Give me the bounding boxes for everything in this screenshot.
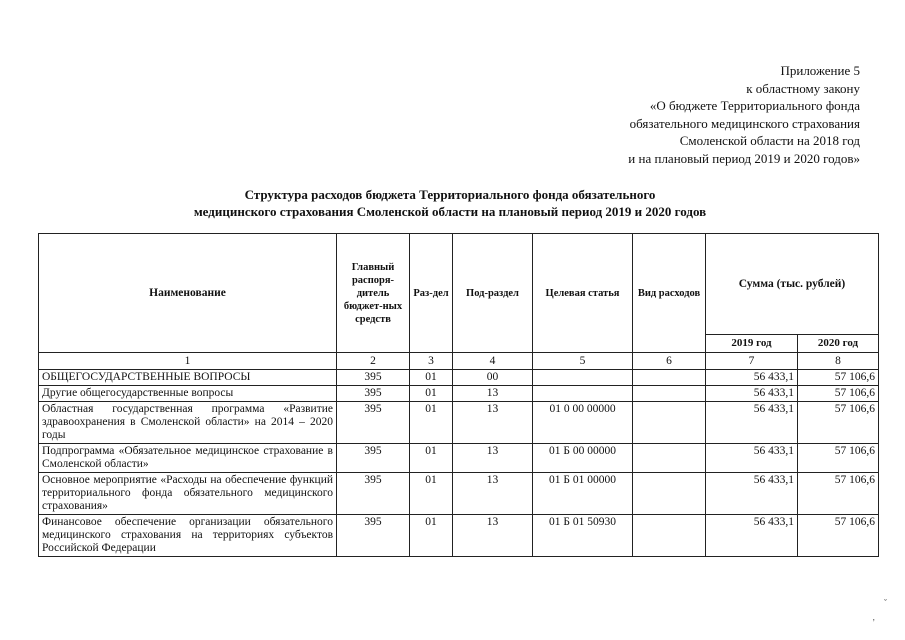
- scan-speck: ˇ: [884, 598, 887, 608]
- appendix-line-5: Смоленской области на 2018 год: [679, 133, 860, 148]
- appendix-line-4: обязательного медицинского страхования: [629, 115, 860, 131]
- row-sum-2019: 56 433,1: [706, 386, 798, 402]
- header-name: Наименование: [39, 234, 337, 353]
- row-section: 01: [410, 386, 453, 402]
- row-sum-2019: 56 433,1: [706, 370, 798, 386]
- row-sum-2020: 57 106,6: [798, 515, 879, 557]
- table-row: [39, 444, 879, 473]
- row-sum-2020: 57 106,6: [798, 402, 879, 444]
- row-name: Финансовое обеспечение организации обязательного медицинского страхования на территориях субъектов Российской Федерации: [39, 515, 337, 557]
- row-expense-type: [633, 386, 706, 402]
- appendix-number: Приложение 5: [780, 63, 860, 78]
- row-target: 01 Б 01 00000: [533, 473, 633, 515]
- budget-table: [38, 233, 879, 557]
- table-row: [39, 473, 879, 515]
- row-section: 01: [410, 402, 453, 444]
- header-subsection: Под-раздел: [453, 234, 533, 353]
- row-expense-type: [633, 370, 706, 386]
- scan-speck: ,: [872, 612, 875, 622]
- title-line-2: медицинского страхования Смоленской области на плановый период 2019 и 2020 годов: [193, 204, 707, 219]
- row-subsection: 13: [453, 386, 533, 402]
- appendix-line-3: «О бюджете Территориального фонда: [649, 98, 860, 113]
- header-section: Раз-дел: [410, 234, 453, 353]
- appendix-line-6: и на плановый период 2019 и 2020 годов»: [628, 150, 860, 166]
- row-sum-2020: 57 106,6: [798, 444, 879, 473]
- row-sum-2020: 57 106,6: [798, 370, 879, 386]
- header-target: Целевая статья: [533, 234, 633, 353]
- row-name: Областная государственная программа «Развитие здравоохранения в Смоленской области» на 2014 – 2020 годы: [39, 402, 337, 444]
- row-target: [533, 386, 633, 402]
- row-target: 01 Б 00 00000: [533, 444, 633, 473]
- row-section: 01: [410, 444, 453, 473]
- row-admin: 395: [337, 370, 410, 386]
- row-admin: 395: [337, 444, 410, 473]
- appendix-line-2: к областному закону: [746, 80, 860, 96]
- row-subsection: 00: [453, 370, 533, 386]
- header-admin: Главный распоря-дитель бюджет-ных средств: [337, 234, 410, 353]
- row-expense-type: [633, 444, 706, 473]
- column-number: 4: [453, 353, 533, 370]
- row-subsection: 13: [453, 515, 533, 557]
- row-target: 01 0 00 00000: [533, 402, 633, 444]
- row-subsection: 13: [453, 402, 533, 444]
- row-sum-2019: 56 433,1: [706, 473, 798, 515]
- row-name: Основное мероприятие «Расходы на обеспечение функций территориального фонда обязательного медицинского страхования»: [39, 473, 337, 515]
- table-row: [39, 402, 879, 444]
- column-number: 1: [39, 353, 337, 370]
- column-number: 5: [533, 353, 633, 370]
- row-subsection: 13: [453, 444, 533, 473]
- table-row: [39, 386, 879, 402]
- row-section: 01: [410, 515, 453, 557]
- row-subsection: 13: [453, 473, 533, 515]
- row-sum-2019: 56 433,1: [706, 515, 798, 557]
- column-number: 2: [337, 353, 410, 370]
- column-number: 8: [798, 353, 879, 370]
- column-number: 3: [410, 353, 453, 370]
- row-admin: 395: [337, 402, 410, 444]
- row-target: [533, 370, 633, 386]
- header-sum: Сумма (тыс. рублей): [706, 234, 879, 335]
- row-expense-type: [633, 402, 706, 444]
- row-sum-2019: 56 433,1: [706, 444, 798, 473]
- title-line-1: Структура расходов бюджета Территориального фонда обязательного: [244, 187, 656, 202]
- row-sum-2020: 57 106,6: [798, 473, 879, 515]
- table-row: [39, 370, 879, 386]
- row-name: Другие общегосударственные вопросы: [39, 386, 337, 402]
- row-sum-2019: 56 433,1: [706, 402, 798, 444]
- row-section: 01: [410, 473, 453, 515]
- row-target: 01 Б 01 50930: [533, 515, 633, 557]
- row-admin: 395: [337, 386, 410, 402]
- appendix-header: [628, 62, 860, 167]
- row-expense-type: [633, 515, 706, 557]
- table-row: [39, 515, 879, 557]
- header-expense-type: Вид расходов: [633, 234, 706, 353]
- row-admin: 395: [337, 515, 410, 557]
- header-year-2019: 2019 год: [706, 335, 798, 353]
- header-year-2020: 2020 год: [798, 335, 879, 353]
- row-name: ОБЩЕГОСУДАРСТВЕННЫЕ ВОПРОСЫ: [39, 370, 337, 386]
- row-section: 01: [410, 370, 453, 386]
- row-name: Подпрограмма «Обязательное медицинское страхование в Смоленской области»: [39, 444, 337, 473]
- column-number-row: [39, 353, 879, 370]
- row-admin: 395: [337, 473, 410, 515]
- row-expense-type: [633, 473, 706, 515]
- document-title: [120, 186, 780, 220]
- column-number: 6: [633, 353, 706, 370]
- row-sum-2020: 57 106,6: [798, 386, 879, 402]
- column-number: 7: [706, 353, 798, 370]
